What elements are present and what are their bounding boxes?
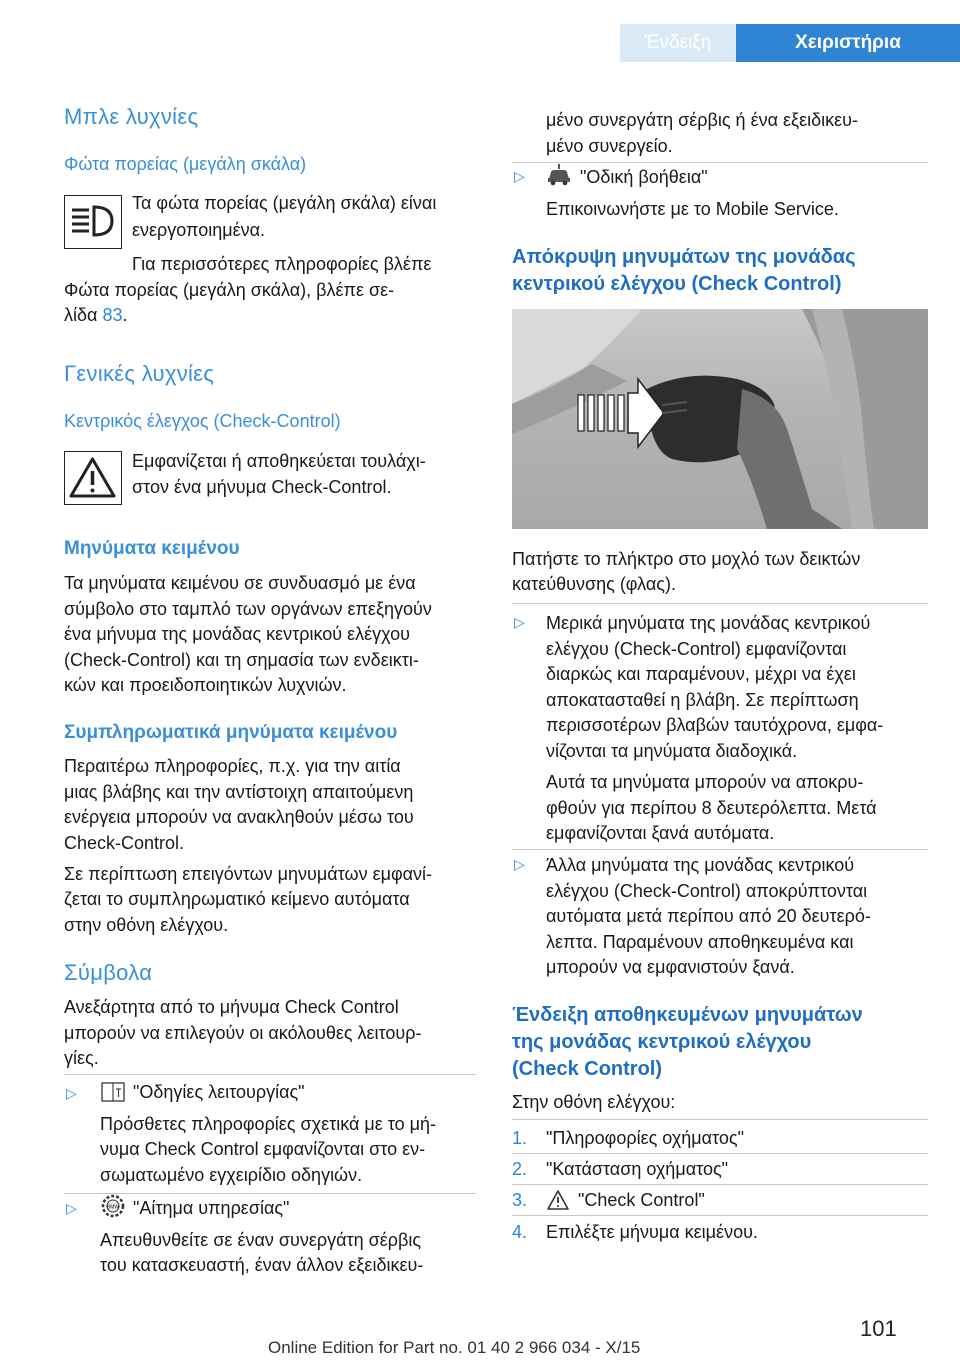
manual-icon [100,1081,126,1108]
step-text: "Πληροφορίες οχήματος" [546,1128,744,1148]
divider [512,1119,928,1120]
check-control-text-2: στον ένα μήνυμα Check-Control. [132,477,392,497]
bullet-icon: ▷ [514,856,525,872]
divider [512,849,928,850]
hide-bullet2-3: αυτόματα μετά περίπου από 20 δευτερό- [546,906,871,926]
service-cont-1: μένο συνεργάτη σέρβις ή ένα εξειδικευ- [546,110,858,130]
heading-high-beam: Φώτα πορείας (μεγάλη σκάλα) [64,154,307,174]
item-service-title: "Αίτημα υπηρεσίας" [133,1198,290,1218]
item-manual-text-3: σωματωμένο εγχειρίδιο οδηγιών. [100,1165,363,1185]
symbol-text-1: Ανεξάρτητα από το μήνυμα Check Control [64,997,399,1017]
hide-bullet1-5: περισσοτέρων βλαβών ταυτόχρονα, εμφα- [546,715,884,735]
heading-show-messages-2: της μονάδας κεντρικού ελέγχου [512,1031,812,1053]
turn-signal-lever-image [512,309,928,529]
supplementary-2: μιας βλάβης και την αντίστοιχη απαιτούμενη [64,782,414,802]
text-messages-2: σύμβολο στο ταμπλό των οργάνων επεξηγούν [64,599,432,619]
heading-supplementary: Συμπληρωματικά μηνύματα κειμένου [64,722,398,743]
heading-show-messages-1: Ένδειξη αποθηκευμένων μηνυμάτων [512,1004,863,1026]
press-text-2: κατεύθυνσης (φλας). [512,574,676,594]
supplementary-7: στην οθόνη ελέγχου. [64,915,229,935]
divider [512,1215,928,1216]
press-text-1: Πατήστε το πλήκτρο στο μοχλό των δεικτών [512,549,861,569]
text-messages-1: Τα μηνύματα κειμένου σε συνδυασμό με ένα [64,573,416,593]
heading-hide-messages-2: κεντρικού ελέγχου (Check Control) [512,273,842,295]
high-beam-text-2: ενεργοποιημένα. [132,220,266,240]
text-messages-3: ένα μήνυμα της μονάδας κεντρικού ελέγχου [64,624,410,644]
hide-bullet2-4: λεπτα. Παραμένουν αποθηκευμένα και [546,932,854,952]
heading-show-messages-3: (Check Control) [512,1058,662,1080]
text-messages-4: (Check-Control) και τη σημασία των ενδεικτι- [64,650,419,670]
divider [512,1184,928,1185]
symbol-text-3: γίες. [64,1048,99,1068]
hide-bullet1-4: αποκατασταθεί η βλάβη. Σε περίπτωση [546,690,859,710]
divider [512,603,928,604]
hide-bullet1-6: νίζονται τα μηνύματα διαδοχικά. [546,741,798,761]
step-number: 2. [512,1159,528,1179]
hide-bullet2-2: ελέγχου (Check-Control) αποκρύπτονται [546,881,868,901]
tab-index[interactable]: Ένδειξη [620,24,736,62]
hide-bullet1-7: Αυτά τα μηνύματα μπορούν να αποκρυ- [546,772,864,792]
supplementary-1: Περαιτέρω πληροφορίες, π.χ. για την αιτία [64,756,401,776]
page-number: 101 [860,1316,897,1341]
hide-bullet2-1: Άλλα μηνύματα της μονάδας κεντρικού [546,855,855,875]
heading-general-lamps: Γενικές λυχνίες [64,361,215,386]
divider [64,1074,476,1075]
heading-check-control: Κεντρικός έλεγχος (Check-Control) [64,411,341,431]
item-roadside-title: "Οδική βοήθεια" [580,167,708,187]
page-link[interactable]: 83 [102,305,123,325]
hide-bullet1-3: διαρκώς και παραμένουν, μέχρι να έχει [546,664,856,684]
bullet-icon: ▷ [514,168,525,184]
hide-bullet1-1: Μερικά μηνύματα της μονάδας κεντρικού [546,613,871,633]
text-messages-5: κών και προειδοποιητικών λυχνιών. [64,675,347,695]
step-text: "Κατάσταση οχήματος" [546,1159,729,1179]
item-roadside-text: Επικοινωνήστε με το Mobile Service. [546,199,839,219]
heading-hide-messages-1: Απόκρυψη μηνυμάτων της μονάδας [512,246,856,268]
hide-bullet2-5: μπορούν να εμφανιστούν ξανά. [546,957,795,977]
supplementary-4: Check-Control. [64,833,185,853]
warning-triangle-icon [64,451,122,505]
item-manual-title: "Οδηγίες λειτουργίας" [133,1082,305,1102]
tab-operation[interactable]: Χειριστήρια [736,24,960,62]
supplementary-6: ζεται το συμπληρωματικό κείμενο αυτόματα [64,889,410,909]
supplementary-3: ενέργεια μπορούν να ανακληθούν μέσω του [64,807,414,827]
item-service-text-1: Απευθυνθείτε σε έναν συνεργάτη σέρβις [100,1230,422,1250]
hide-bullet1-2: ελέγχου (Check-Control) εμφανίζονται [546,639,847,659]
divider [512,162,928,163]
hide-bullet1-8: φθούν για περίπου 8 δευτερόλεπτα. Μετά [546,798,877,818]
heading-text-messages: Μηνύματα κειμένου [64,538,240,559]
divider [512,1153,928,1154]
high-beam-text-3: Για περισσότερες πληροφορίες βλέπε [132,254,432,274]
footer-edition: Online Edition for Part no. 01 40 2 966 034 - X/15 [268,1338,641,1357]
step-text: Επιλέξτε μήνυμα κειμένου. [546,1222,758,1242]
symbol-text-2: μπορούν να επιλεγούν οι ακόλουθες λειτουρ- [64,1023,422,1043]
hide-bullet1-9: εμφανίζονται ξανά αυτόματα. [546,823,775,843]
high-beam-icon [64,195,122,249]
step-number: 1. [512,1128,528,1148]
high-beam-text-5: λίδα 83. [64,305,128,325]
warning-triangle-icon [546,1189,570,1216]
step-text: "Check Control" [578,1190,705,1210]
bullet-icon: ▷ [66,1085,77,1101]
on-screen-text: Στην οθόνη ελέγχου: [512,1092,676,1112]
high-beam-text-4: Φώτα πορείας (μεγάλη σκάλα), βλέπε σε- [64,280,395,300]
heading-blue-lamps: Μπλε λυχνίες [64,104,199,129]
bullet-icon: ▷ [514,614,525,630]
bmw-service-icon [99,1193,127,1224]
roadside-assistance-icon [545,163,573,192]
bullet-icon: ▷ [66,1200,77,1216]
item-manual-text-2: νυμα Check Control εμφανίζονται στο εν- [100,1139,426,1159]
high-beam-text-1: Τα φώτα πορείας (μεγάλη σκάλα) είναι [132,193,437,213]
svg-text:BMW: BMW [106,1204,120,1211]
supplementary-5: Σε περίπτωση επειγόντων μηνυμάτων εμφανί- [64,864,433,884]
item-service-text-2: του κατασκευαστή, έναν άλλον εξειδικευ- [100,1255,424,1275]
service-cont-2: μένο συνεργείο. [546,136,673,156]
step-number: 4. [512,1222,528,1242]
step-number: 3. [512,1190,528,1210]
heading-symbol: Σύμβολα [64,960,153,985]
check-control-text-1: Εμφανίζεται ή αποθηκεύεται τουλάχι- [132,451,426,471]
item-manual-text-1: Πρόσθετες πληροφορίες σχετικά με το μή- [100,1114,437,1134]
